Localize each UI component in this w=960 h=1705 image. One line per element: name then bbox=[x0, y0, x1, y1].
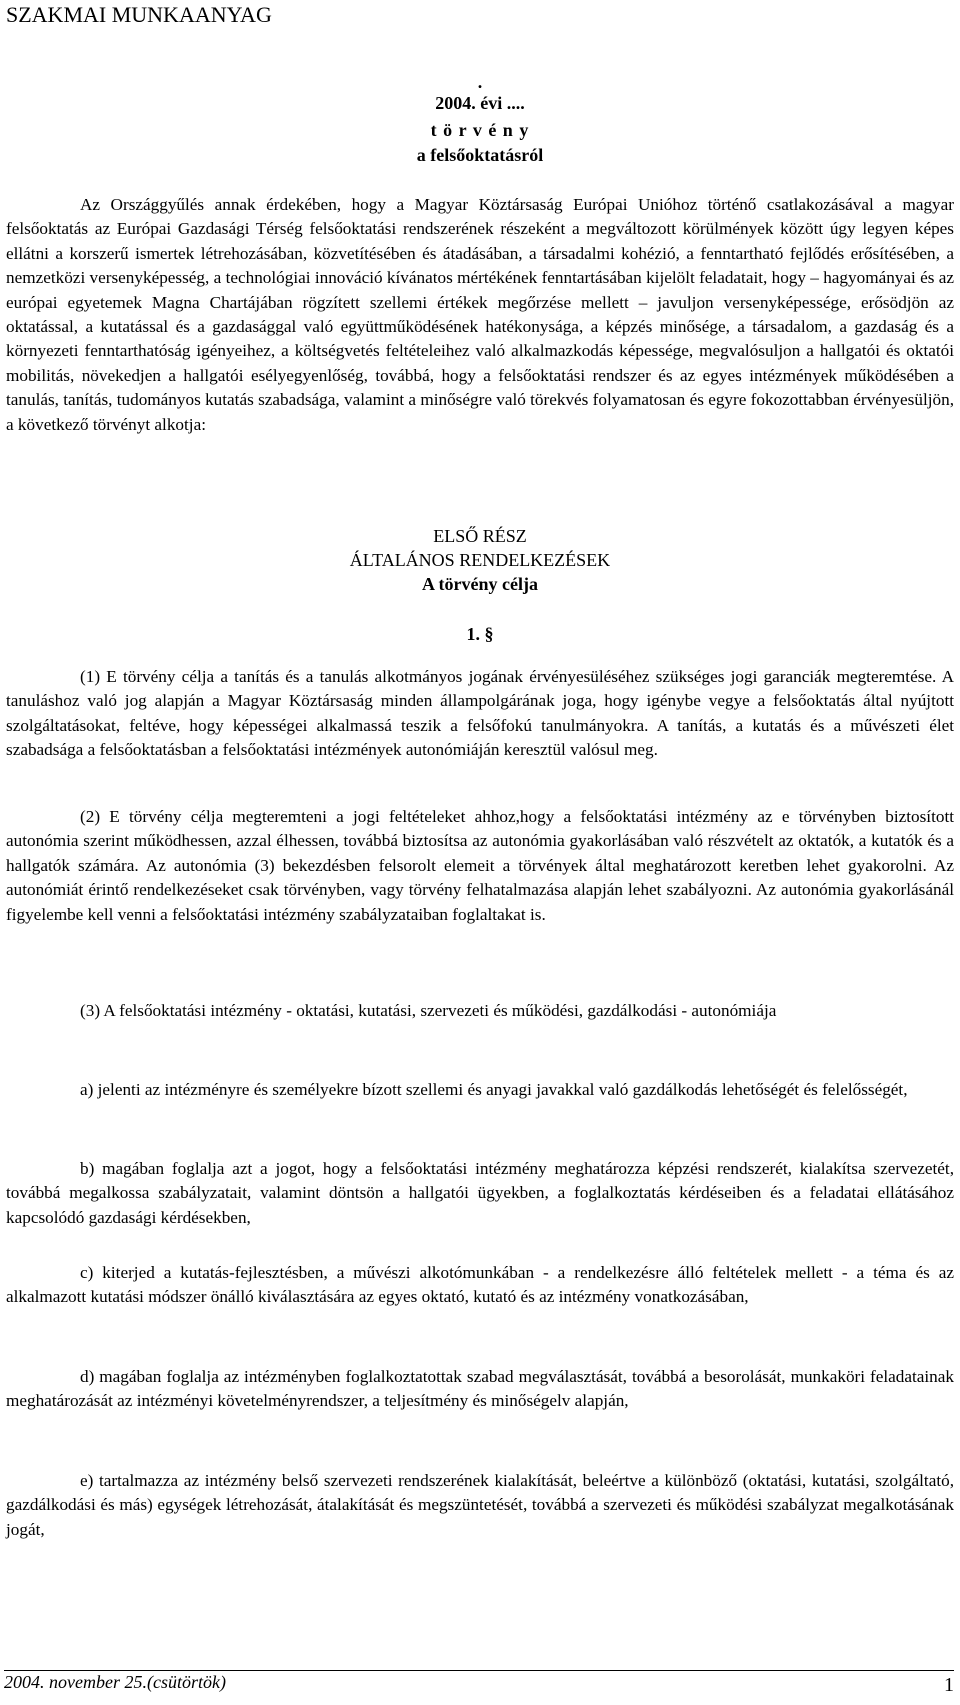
point-a-block bbox=[6, 1078, 954, 1102]
footer-page-number: 1 bbox=[944, 1674, 954, 1696]
paragraph-2-block bbox=[6, 805, 954, 927]
footer-date: 2004. november 25.(csütörtök) bbox=[4, 1672, 226, 1692]
heading-subject: a felsőoktatásról bbox=[416, 145, 544, 165]
paragraph-3-block bbox=[6, 999, 954, 1023]
part-name: ÁLTALÁNOS RENDELKEZÉSEK bbox=[349, 550, 611, 570]
preamble-block bbox=[6, 193, 954, 437]
paragraph-3: (3) A felsőoktatási intézmény - oktatási, kutatási, szervezeti és működési, gazdálkodási - autonómiája bbox=[80, 1001, 777, 1020]
point-d: d) magában foglalja az intézményben foglalkoztatottak szabad megválasztását, továbbá a besorolását, munkaköri feladatainak meghatározását az intézményi követelményrendszer, a teljesítmény és minőségelv alapján, bbox=[6, 1367, 954, 1411]
page-header-title: SZAKMAI MUNKAANYAG bbox=[6, 2, 272, 27]
heading-year-line: 2004. évi .... bbox=[435, 93, 525, 113]
paragraph-1: (1) E törvény célja a tanítás és a tanulás alkotmányos jogának érvényesüléséhez szükséges jogi garanciák megteremtése. A tanuláshoz való jog alapján a Magyar Köztársaság minden állampolgárának joga, hogy igénybe vegye a felsőoktatás által nyújtott szolgáltatásokat, feltéve, hogy képességei alkalmassá teszik a felsőfokú tanulmányokra. A tanítás, a kutatás és a művészeti élet szabadsága a felsőoktatásban a felsőoktatási intézmények autonómiáján keresztül valósul meg. bbox=[6, 667, 954, 760]
heading-dot: . bbox=[477, 72, 483, 92]
part-number: ELSŐ RÉSZ bbox=[433, 526, 527, 546]
footer-divider bbox=[4, 1670, 954, 1671]
point-c: c) kiterjed a kutatás-fejlesztésben, a művészi alkotómunkában - a rendelkezésre álló feltételek mellett - a téma és az alkalmazott kutatási módszer önálló kiválasztására az egyes oktató, kutató és az intézmény vonatkozásában, bbox=[6, 1263, 954, 1307]
preamble-text: Az Országgyűlés annak érdekében, hogy a Magyar Köztársaság Európai Unióhoz történő csatlakozásával a magyar felsőoktatás az Európai Gazdasági Térség felsőoktatási rendszerének részeként a megváltozott körülmények között úgy legyen képes ellátni a korszerű ismertek létrehozásában, közvetítésében és átadásában, a társadalmi kohézió, a fenntartható fejlődés erősítésében, a nemzetközi versenyképesség, a technológiai innováció kívánatos mértékének fenntartásában kijelölt feladatait, hogy – hagyományai és az európai egyetemek Magna Chartájában rögzített szellemi értékek megőrzése mellett – javuljon versenyképessége, erősödjön az oktatással, a kutatással és a gazdasággal való együttműködésének hatékonysága, a képzés minősége, a társadalom, a gazdaság és a környezeti fenntarthatóság igényeihez, a költségvetés feltételeihez való alkalmazkodás képessége, megvalósuljon a hallgatói és oktatói mobilitás, növekedjen a hallgatói esélyegyenlőség, továbbá, hogy a felsőoktatási rendszer és az egyes intézmények működésében a tanulás, tanítás, tudományos kutatás szabadsága, valamint a minőségre való törekvés folyamatosan és egyre fokozottabban érvényesüljön, a következő törvényt alkotja: bbox=[6, 195, 954, 434]
chapter-title: A törvény célja bbox=[422, 574, 538, 594]
point-b-block bbox=[6, 1157, 954, 1230]
point-a: a) jelenti az intézményre és személyekre bízott szellemi és anyagi javakkal való gazdálkodás lehetőségét és felelősségét, bbox=[80, 1080, 908, 1099]
heading-torveny: t ö r v é n y bbox=[430, 120, 530, 140]
point-e-block bbox=[6, 1469, 954, 1542]
point-c-block bbox=[6, 1261, 954, 1310]
paragraph-1-block bbox=[6, 665, 954, 763]
point-e: e) tartalmazza az intézmény belső szervezeti rendszerének kialakítását, beleértve a különböző (oktatási, kutatási, szolgáltató, gazdálkodási és más) egységek létrehozását, átalakítását és megszüntetését, továbbá a szervezeti és működési szabályzat megalkotásának jogát, bbox=[6, 1471, 954, 1539]
paragraph-2: (2) E törvény célja megteremteni a jogi feltételeket ahhoz,hogy a felsőoktatási intézmény az e törvényben biztosított autonómia szerint működhessen, azzal élhessen, továbbá biztosítsa az autonómia gyakorlásában való részvételt az oktatók, a kutatók és a hallgatók számára. Az autonómia (3) bekezdésben felsorolt elemeit a törvények által meghatározott keretben lehet gyakorolni. Az autonómiát érintő rendelkezéseket csak törvényben, vagy törvény felhatalmazása alapján lehet szabályozni. Az autonómia gyakorlásánál figyelembe kell venni a felsőoktatási intézmény szabályzataiban foglaltakat is. bbox=[6, 807, 954, 924]
point-b: b) magában foglalja azt a jogot, hogy a felsőoktatási intézmény meghatározza képzési rendszerét, kialakítsa szervezetét, továbbá megalkossa szabályzatait, valamint döntsön a hallgatói ügyekben, a foglalkoztatás kérdéseiben és a feladatai ellátásához kapcsolódó gazdasági kérdésekben, bbox=[6, 1159, 954, 1227]
section-number: 1. § bbox=[466, 624, 494, 644]
point-d-block bbox=[6, 1365, 954, 1414]
